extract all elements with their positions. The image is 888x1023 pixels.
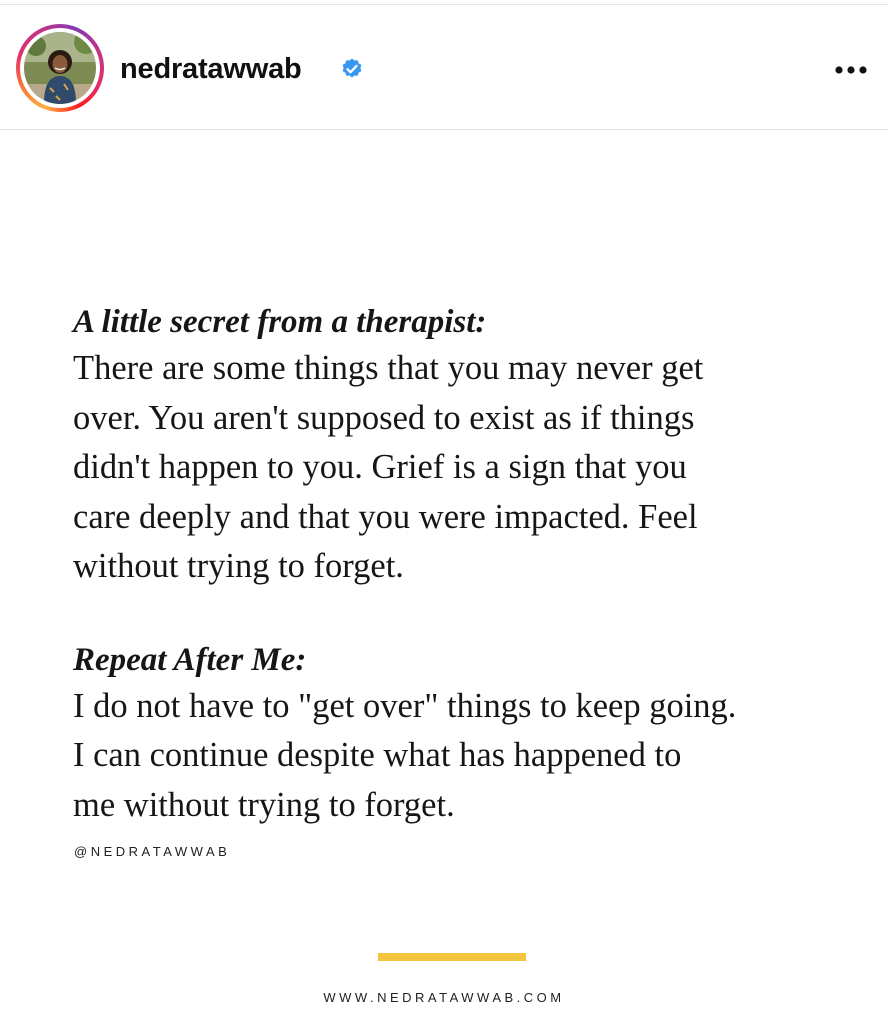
quote-heading: A little secret from a therapist: <box>73 304 487 340</box>
accent-bar <box>378 953 526 961</box>
repeat-paragraph: I do not have to "get over" things to keep going. I can continue despite what has happened to me without trying to forget. <box>73 686 737 824</box>
image-handle: @NEDRATAWWAB <box>74 844 231 859</box>
more-options-icon[interactable] <box>828 55 874 85</box>
repeat-heading: Repeat After Me: <box>73 641 307 678</box>
post-header <box>0 5 888 130</box>
story-ring[interactable] <box>16 24 104 112</box>
quote-card <box>73 300 863 830</box>
username[interactable]: nedratawwab <box>120 53 302 85</box>
verified-badge-icon <box>340 57 364 81</box>
quote-paragraph: There are some things that you may never get over. You aren't supposed to exist as if things didn't happen to you. Grief is a sign that you care deeply and that you were impacted. Feel without trying to forget. <box>73 349 704 585</box>
spacer <box>73 592 863 638</box>
website-url: WWW.NEDRATAWWAB.COM <box>323 990 565 1005</box>
avatar[interactable] <box>24 32 96 104</box>
profile-photo-avatar-icon <box>24 32 96 104</box>
